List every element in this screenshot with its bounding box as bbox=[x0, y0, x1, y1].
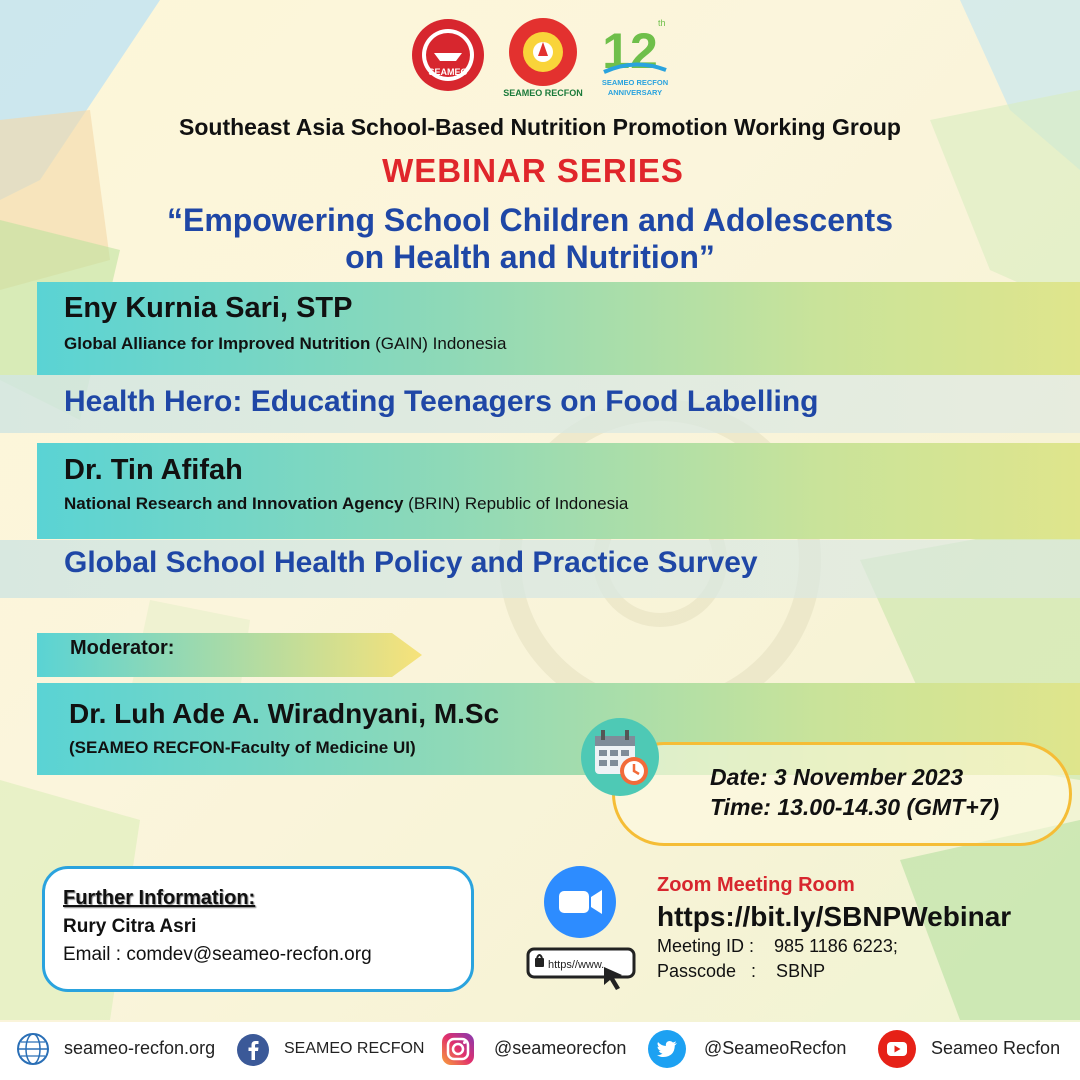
webinar-series-title: WEBINAR SERIES bbox=[382, 152, 684, 189]
speaker-2-org-bold: National Research and Innovation Agency bbox=[64, 494, 404, 513]
browser-url-text: https//www. bbox=[548, 959, 605, 971]
anniversary-number: 12 bbox=[602, 23, 658, 79]
footer-website[interactable]: seameo-recfon.org bbox=[64, 1038, 216, 1058]
webinar-theme bbox=[0, 202, 1060, 276]
recfon-ring-text: SEAMEO RECFON bbox=[503, 88, 583, 98]
instagram-icon bbox=[441, 1032, 475, 1066]
speaker-2-name: Dr. Tin Afifah bbox=[64, 454, 243, 486]
seameo-logo-text: SEAMEO bbox=[428, 67, 468, 77]
talk-1-title: Health Hero: Educating Teenagers on Food Labelling bbox=[64, 385, 819, 418]
speaker-1-affiliation bbox=[64, 334, 506, 354]
footer-youtube[interactable]: Seameo Recfon bbox=[931, 1038, 1061, 1058]
meeting-id: Meeting ID : 985 1186 6223; bbox=[657, 936, 898, 956]
footer-bar bbox=[0, 1022, 1080, 1080]
footer-twitter[interactable]: @SeameoRecfon bbox=[704, 1038, 847, 1058]
contact-name: Rury Citra Asri bbox=[63, 916, 197, 937]
logo-row bbox=[410, 12, 670, 98]
seameo-logo bbox=[410, 17, 486, 93]
contact-email[interactable]: Email : comdev@seameo-recfon.org bbox=[63, 944, 372, 965]
anniversary-line2: ANNIVERSARY bbox=[607, 88, 663, 97]
anniversary-suffix: th bbox=[658, 18, 666, 28]
seameo-recfon-logo bbox=[500, 12, 586, 98]
anniversary-logo bbox=[600, 12, 670, 98]
twitter-icon bbox=[648, 1030, 686, 1068]
moderator-affiliation: (SEAMEO RECFON-Faculty of Medicine UI) bbox=[69, 738, 416, 757]
zoom-icon bbox=[544, 866, 616, 938]
speaker-2-org-rest: (BRIN) Republic of Indonesia bbox=[403, 494, 629, 513]
footer-instagram[interactable]: @seameorecfon bbox=[494, 1038, 627, 1058]
anniversary-line1: SEAMEO RECFON bbox=[601, 78, 669, 87]
event-time: Time: 13.00-14.30 (GMT+7) bbox=[710, 794, 1000, 820]
speaker-1-org-rest: (GAIN) Indonesia bbox=[370, 334, 507, 353]
moderator-label: Moderator: bbox=[70, 637, 175, 659]
calendar-clock-icon bbox=[579, 716, 661, 798]
globe-icon bbox=[16, 1032, 50, 1066]
zoom-title: Zoom Meeting Room bbox=[657, 874, 855, 896]
working-group-title: Southeast Asia School-Based Nutrition Promotion Working Group bbox=[179, 114, 901, 140]
further-info-title: Further Information: bbox=[63, 887, 256, 909]
facebook-icon bbox=[237, 1034, 269, 1066]
moderator-name: Dr. Luh Ade A. Wiradnyani, M.Sc bbox=[69, 698, 500, 729]
footer-facebook[interactable]: SEAMEO RECFON bbox=[284, 1040, 425, 1057]
speaker-2-affiliation bbox=[64, 494, 628, 514]
speaker-1-name: Eny Kurnia Sari, STP bbox=[64, 292, 353, 324]
zoom-link[interactable]: https://bit.ly/SBNPWebinar bbox=[657, 901, 1012, 932]
youtube-icon bbox=[878, 1030, 916, 1068]
meeting-passcode: Passcode : SBNP bbox=[657, 961, 826, 981]
event-date: Date: 3 November 2023 bbox=[710, 764, 964, 790]
speaker-1-org-bold: Global Alliance for Improved Nutrition bbox=[64, 334, 371, 353]
browser-link-icon bbox=[526, 945, 638, 991]
theme-line-1: “Empowering School Children and Adolescents bbox=[166, 202, 893, 238]
talk-2-title: Global School Health Policy and Practice Survey bbox=[64, 546, 758, 579]
theme-line-2: on Health and Nutrition” bbox=[345, 239, 715, 275]
